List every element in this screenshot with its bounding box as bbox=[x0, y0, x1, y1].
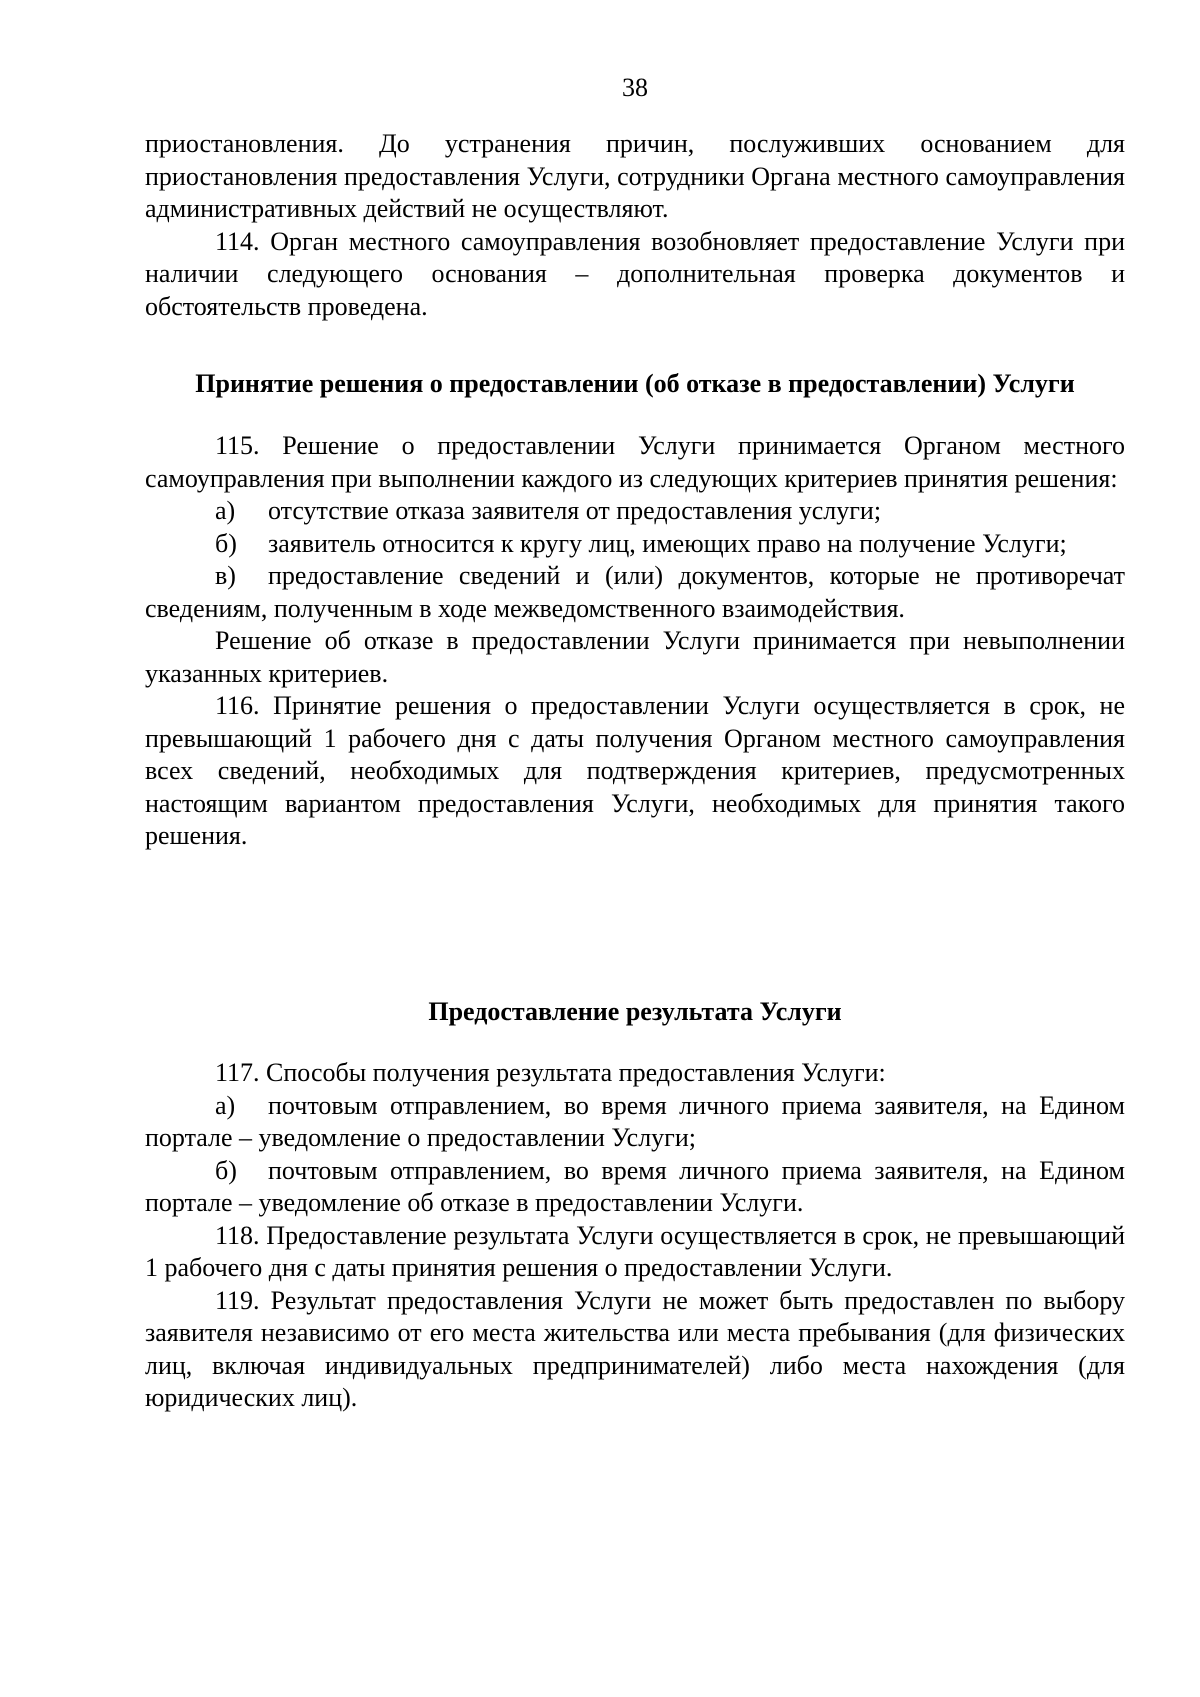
paragraph-118: 118. Предоставление результата Услуги осуществляется в срок, не превышающий 1 рабочего дня с даты принятия решения о предоставлении Услуги. bbox=[145, 1220, 1125, 1282]
section-heading-result: Предоставление результата Услуги bbox=[428, 997, 842, 1026]
paragraph-continuation: приостановления. До устранения причин, послуживших основанием для приостановления предоставления Услуги, сотрудники Органа местного самоуправления административных действий не осуществляют. bbox=[145, 129, 1125, 223]
section-suspension-end bbox=[145, 128, 1125, 323]
list-item-text: предоставление сведений и (или) документов, которые не противоречат сведениям, полученным в ходе межведомственного взаимодействия. bbox=[145, 561, 1125, 623]
document-page bbox=[145, 0, 1125, 1697]
paragraph-116: 116. Принятие решения о предоставлении Услуги осуществляется в срок, не превышающий 1 рабочего дня с даты получения Органом местного самоуправления всех сведений, необходимых для подтверждения критериев, предусмотренных настоящим вариантом предоставления Услуги, необходимых для принятия такого решения. bbox=[145, 691, 1125, 850]
page-number: 38 bbox=[622, 73, 648, 102]
list-item-text: заявитель относится к кругу лиц, имеющих право на получение Услуги; bbox=[268, 528, 1067, 558]
paragraph-114: 114. Орган местного самоуправления возобновляет предоставление Услуги при наличии следующего основания – дополнительная проверка документов и обстоятельств проведена. bbox=[145, 226, 1125, 321]
section-decision bbox=[145, 430, 1125, 853]
paragraph-115: 115. Решение о предоставлении Услуги принимается Органом местного самоуправления при выполнении каждого из следующих критериев принятия решения: bbox=[145, 431, 1125, 493]
section-heading-decision: Принятие решения о предоставлении (об отказе в предоставлении) Услуги bbox=[195, 369, 1075, 398]
paragraph-117: 117. Способы получения результата предоставления Услуги: bbox=[215, 1058, 886, 1087]
list-marker: б) bbox=[215, 1155, 237, 1185]
list-item-text: отсутствие отказа заявителя от предоставления услуги; bbox=[268, 496, 882, 525]
list-item-text: почтовым отправлением, во время личного приема заявителя, на Едином портале – уведомление о предоставлении Услуги; bbox=[145, 1090, 1125, 1152]
list-marker: а) bbox=[215, 1090, 236, 1120]
section-result bbox=[145, 1057, 1125, 1415]
list-item-criterion-a bbox=[145, 495, 1125, 528]
list-item-method-a bbox=[145, 1090, 1125, 1155]
list-item-criterion-b bbox=[145, 528, 1125, 561]
paragraph-refusal: Решение об отказе в предоставлении Услуги принимается при невыполнении указанных критериев. bbox=[145, 626, 1125, 688]
paragraph-119: 119. Результат предоставления Услуги не может быть предоставлен по выбору заявителя независимо от его места жительства или места пребывания (для физических лиц, включая индивидуальных предпринимателей) либо места нахождения (для юридических лиц). bbox=[145, 1285, 1125, 1412]
list-item-method-b bbox=[145, 1155, 1125, 1220]
list-marker: в) bbox=[215, 561, 236, 590]
list-marker: б) bbox=[215, 528, 237, 558]
list-marker: а) bbox=[215, 496, 236, 525]
list-item-text: почтовым отправлением, во время личного приема заявителя, на Едином портале – уведомление об отказе в предоставлении Услуги. bbox=[145, 1155, 1125, 1217]
list-item-criterion-c bbox=[145, 560, 1125, 625]
